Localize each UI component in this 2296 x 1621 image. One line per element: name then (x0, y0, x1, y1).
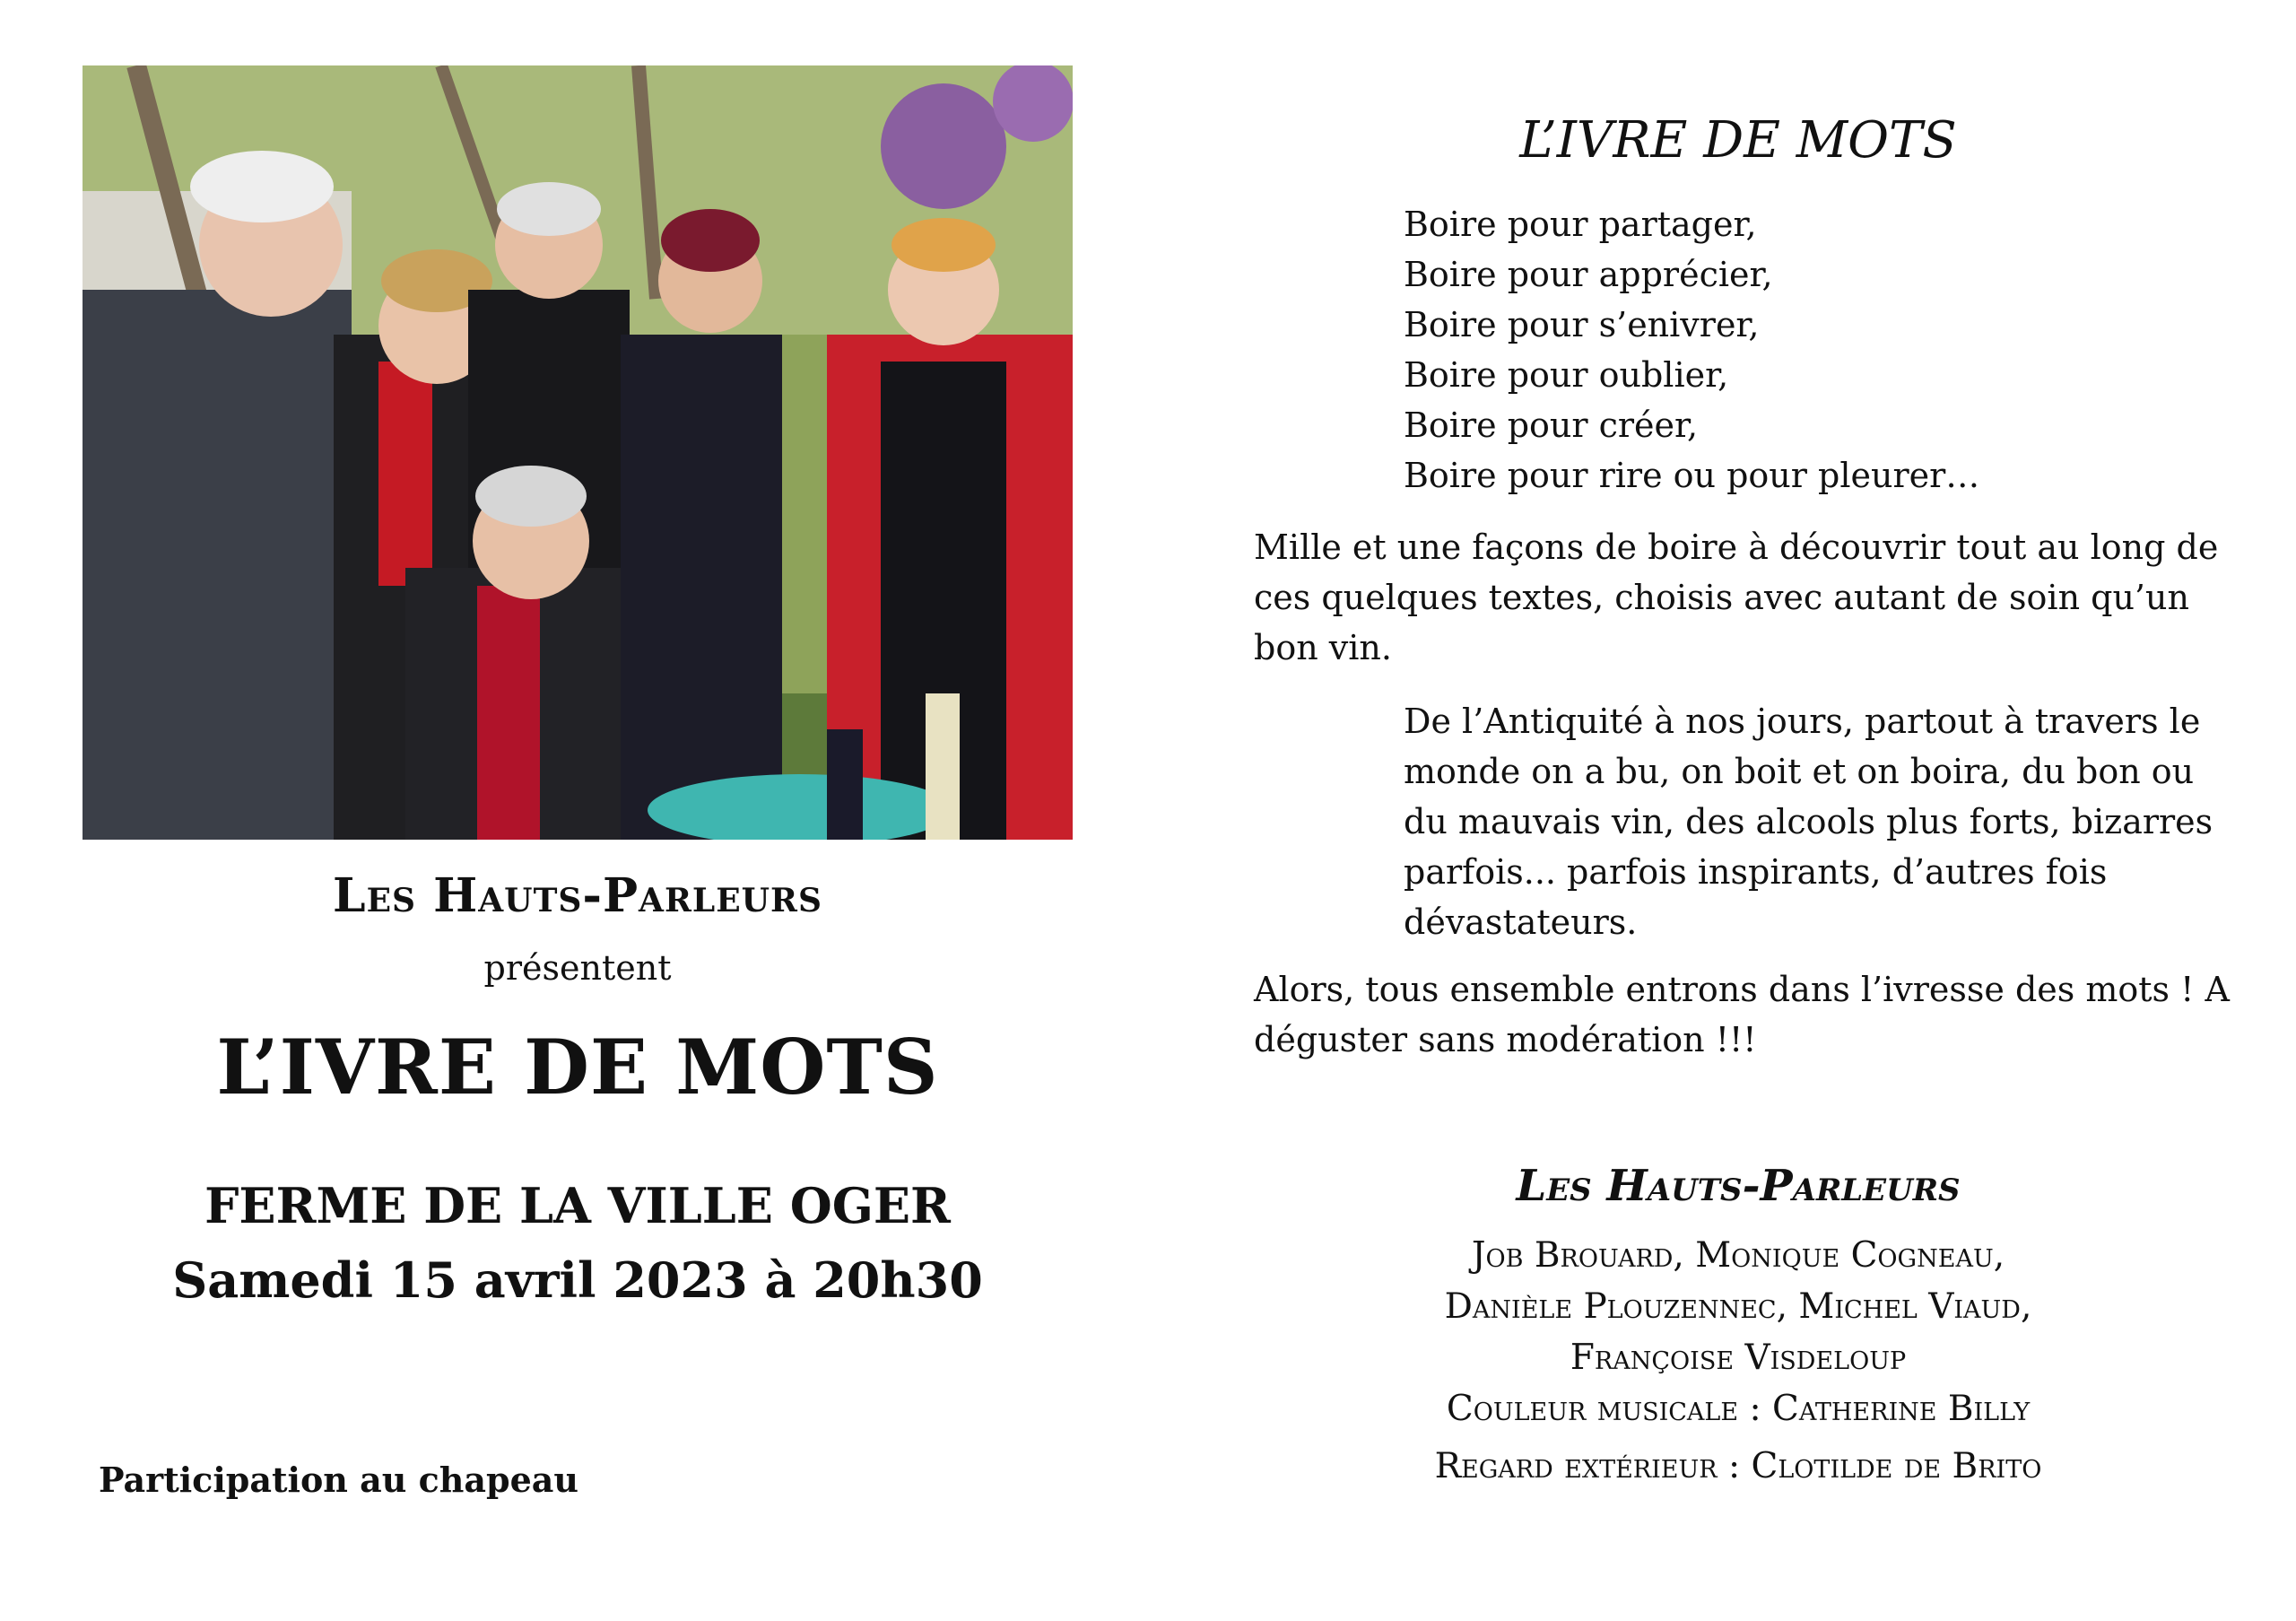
poem-line: Boire pour rire ou pour pleurer… (1404, 456, 1980, 495)
intro-paragraph: Mille et une façons de boire à découvrir tout au long de ces quelques textes, choisis avec autant de soin qu’un bon vin. (1254, 527, 2219, 667)
poem-line: Boire pour s’enivrer, (1404, 305, 1760, 344)
venue: FERME DE LA VILLE OGER (204, 1177, 951, 1234)
poem-line: Boire pour partager, (1404, 205, 1757, 244)
presents-label: présentent (483, 948, 672, 988)
cast-line: Couleur musicale : Catherine Billy (1446, 1389, 2031, 1429)
right-title: L’IVRE DE MOTS (1519, 111, 1957, 170)
outside-eye-credit: Regard extérieur : Clotilde de Brito (1434, 1446, 2042, 1486)
cast-line: Danièle Plouzennec, Michel Viaud, (1444, 1286, 2032, 1327)
participation-note: Participation au chapeau (99, 1460, 579, 1500)
troupe-name: Les Hauts-Parleurs (333, 868, 822, 923)
closing-paragraph: Alors, tous ensemble entrons dans l’ivresse des mots ! A déguster sans modération !!! (1254, 970, 2230, 1059)
history-paragraph: De l’Antiquité à nos jours, partout à travers le monde on a bu, on boit et on boira, du bon ou du mauvais vin, des alcools plus forts, bizarres parfois... parfois inspirants, d’autres fois dévastateurs. (1404, 702, 2213, 942)
poem-line: Boire pour oublier, (1404, 355, 1729, 395)
group-photo (83, 65, 1073, 840)
poem-line: Boire pour créer, (1404, 405, 1699, 445)
show-title: L’IVRE DE MOTS (216, 1023, 939, 1111)
cast-list (1254, 1230, 2222, 1434)
event-date: Samedi 15 avril 2023 à 20h30 (172, 1251, 983, 1309)
troupe-credit: Les Hauts-Parleurs (1516, 1161, 1961, 1211)
poem (1404, 199, 1979, 501)
cast-line: Françoise Visdeloup (1570, 1338, 1907, 1378)
poem-line: Boire pour apprécier, (1404, 255, 1773, 294)
cast-line: Job Brouard, Monique Cogneau, (1471, 1235, 2005, 1276)
